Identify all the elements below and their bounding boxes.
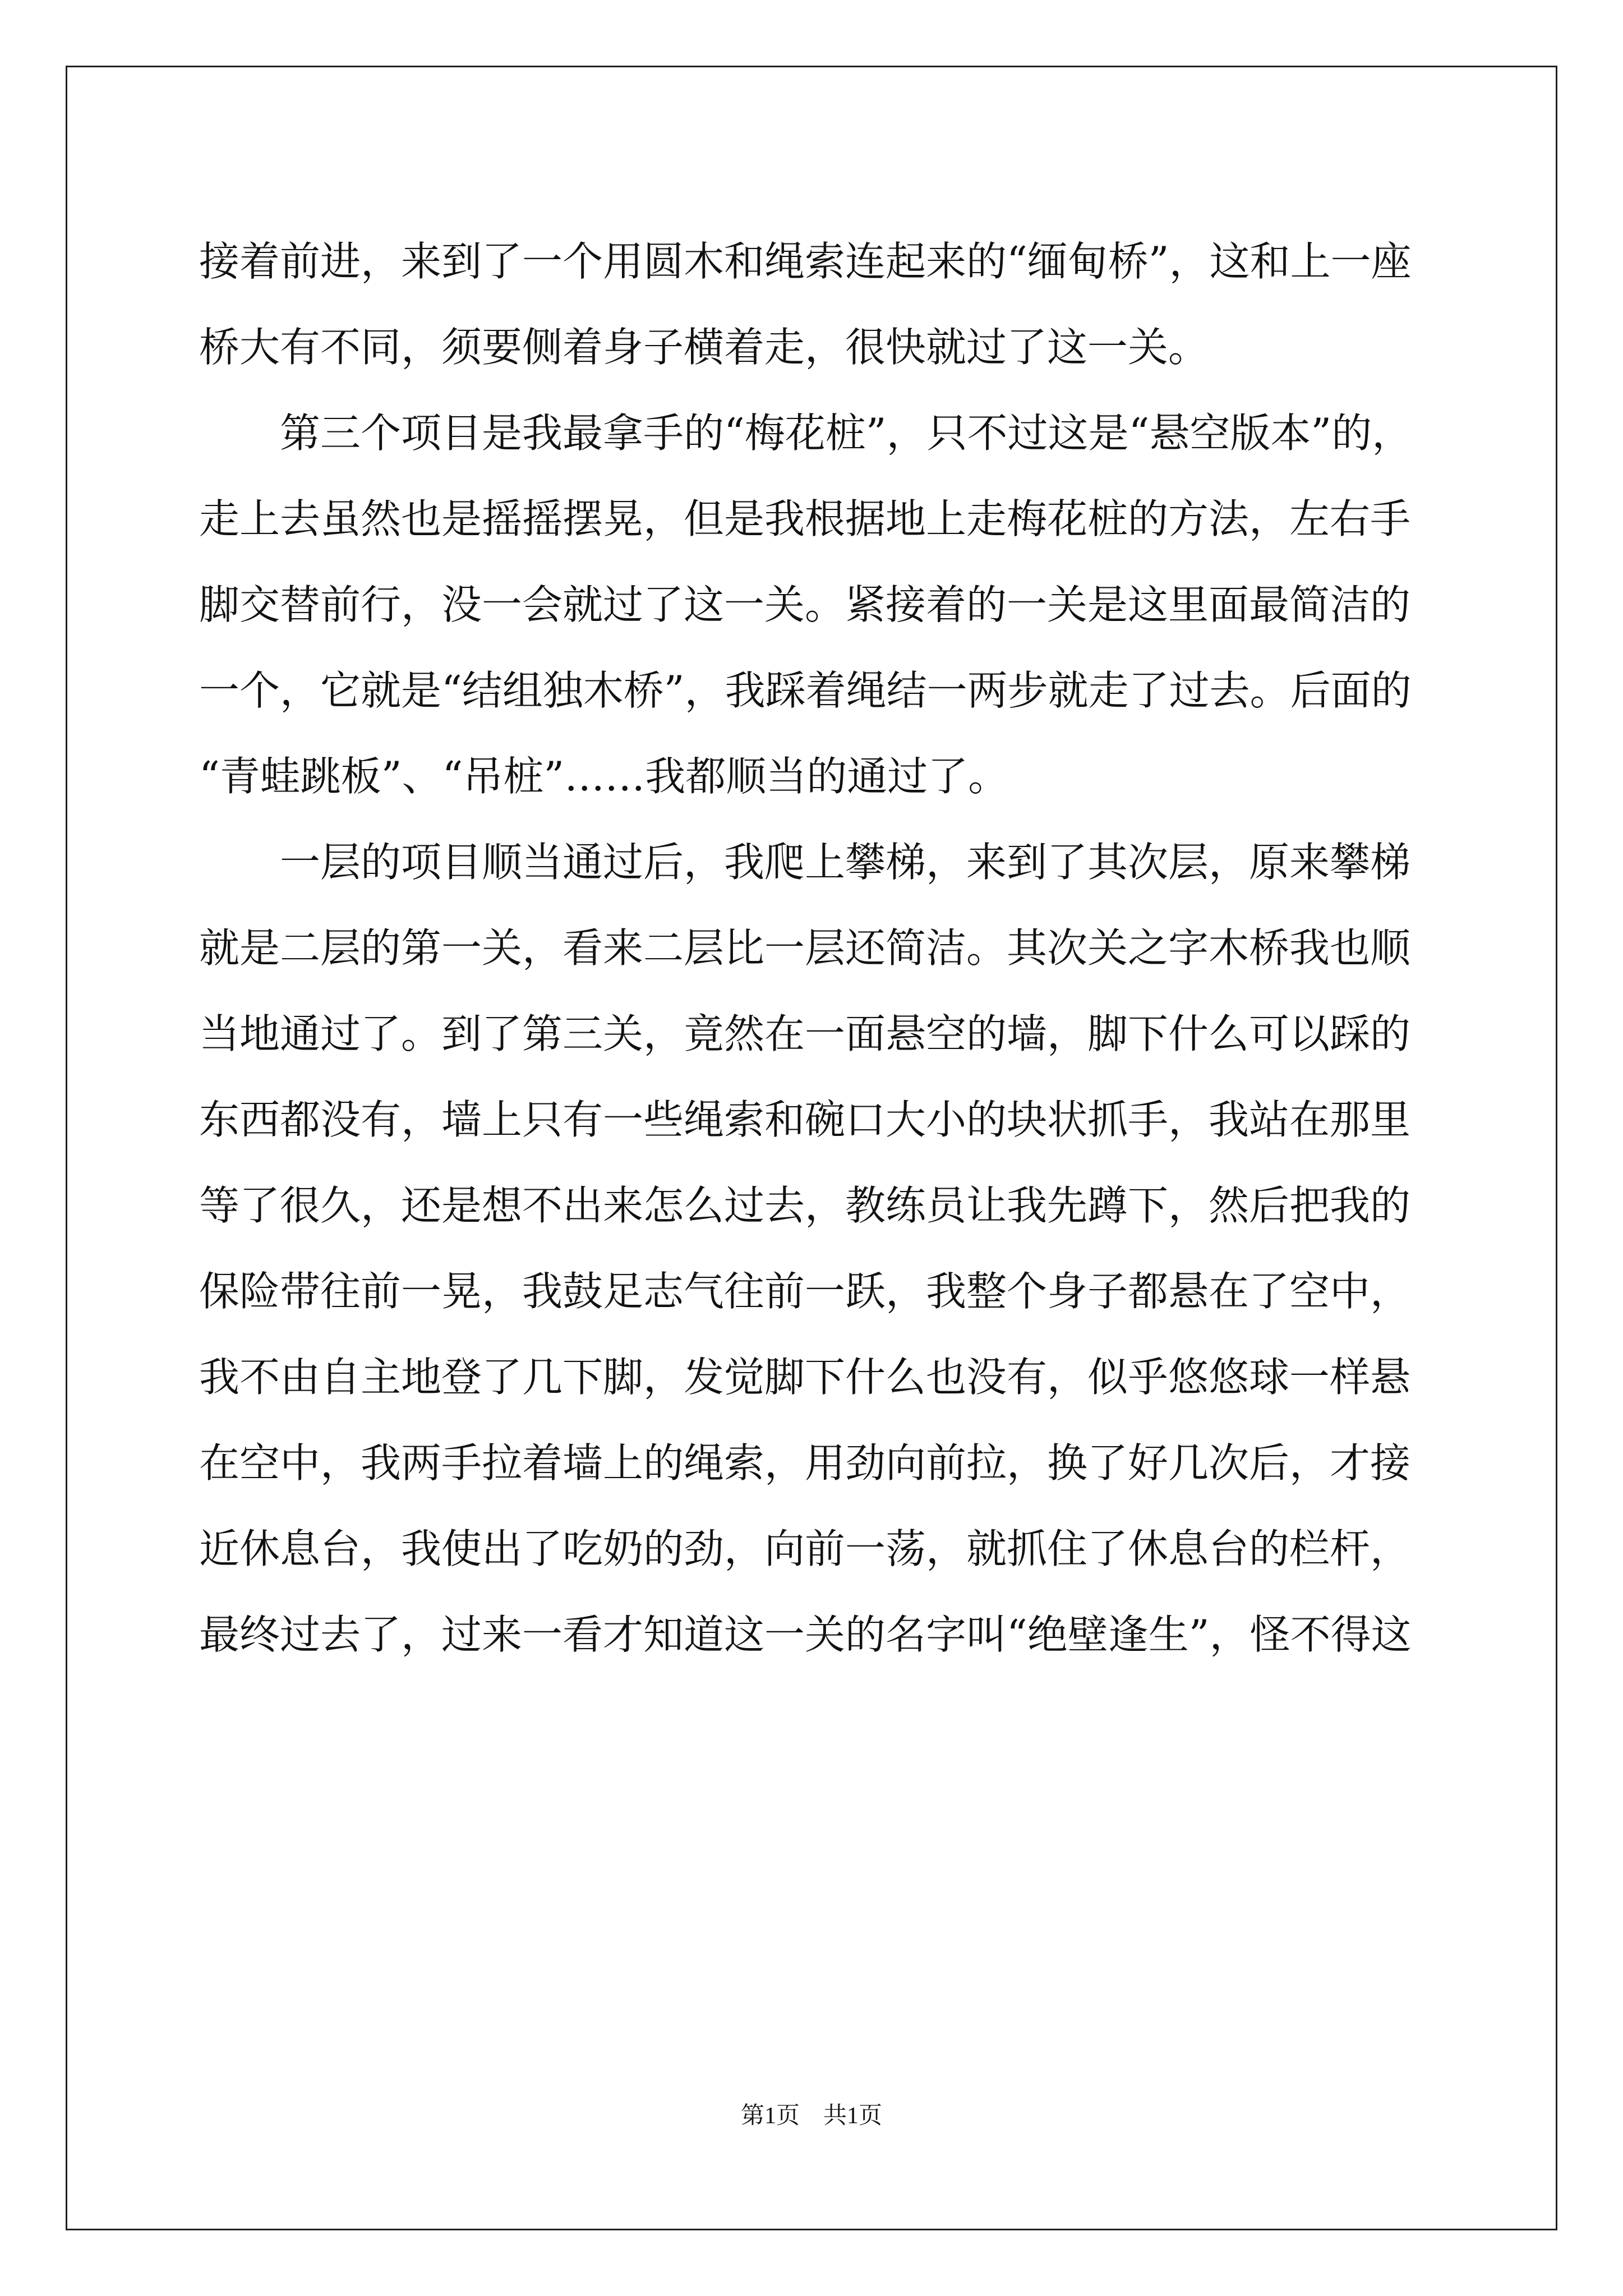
text-line-16: 近休息台，我使出了吃奶的劲，向前一荡，就抓住了休息台的栏杆， [199,1525,1411,1572]
page-number-total: 共1页 [823,2103,883,2129]
text-line-6: 一个，它就是“结组独木桥”，我踩着绳结一两步就走了过去。后面的 [199,667,1412,714]
document-body [199,219,1427,1678]
text-line-8: 一层的项目顺当通过后，我爬上攀梯，来到了其次层，原来攀梯 [280,839,1411,886]
text-line-17: 最终过去了，过来一看才知道这一关的名字叫“绝壁逢生”，怪不得这 [199,1611,1412,1658]
text-line-10: 当地通过了。到了第三关，竟然在一面悬空的墙，脚下什么可以踩的 [199,1010,1411,1057]
text-line-14: 我不由自主地登了几下脚，发觉脚下什么也没有，似乎悠悠球一样悬 [199,1354,1411,1401]
page-number-current: 第1页 [740,2103,800,2129]
text-line-12: 等了很久，还是想不出来怎么过去，教练员让我先蹲下，然后把我的 [199,1182,1411,1229]
text-line-3: 第三个项目是我最拿手的“梅花桩”，只不过这是“悬空版本”的， [280,409,1413,457]
text-line-15: 在空中，我两手拉着墙上的绳索，用劲向前拉，换了好几次后，才接 [199,1439,1411,1487]
page-footer [0,2097,1623,2131]
text-line-5: 脚交替前行，没一会就过了这一关。紧接着的一关是这里面最简洁的 [199,581,1411,628]
text-line-7: “青蛙跳板”、“吊桩”……我都顺当的通过了。 [199,753,1009,800]
text-line-2: 桥大有不同，须要侧着身子横着走，很快就过了这一关。 [199,324,1209,371]
text-line-4: 走上去虽然也是摇摇摆晃，但是我根据地上走梅花桩的方法，左右手 [199,495,1411,542]
text-line-1: 接着前进，来到了一个用圆木和绳索连起来的“缅甸桥”，这和上一座 [199,238,1412,285]
text-line-13: 保险带往前一晃，我鼓足志气往前一跃，我整个身子都悬在了空中， [199,1268,1411,1315]
text-line-11: 东西都没有，墙上只有一些绳索和碗口大小的块状抓手，我站在那里 [199,1096,1411,1143]
text-line-9: 就是二层的第一关，看来二层比一层还简洁。其次关之字木桥我也顺 [199,924,1411,972]
